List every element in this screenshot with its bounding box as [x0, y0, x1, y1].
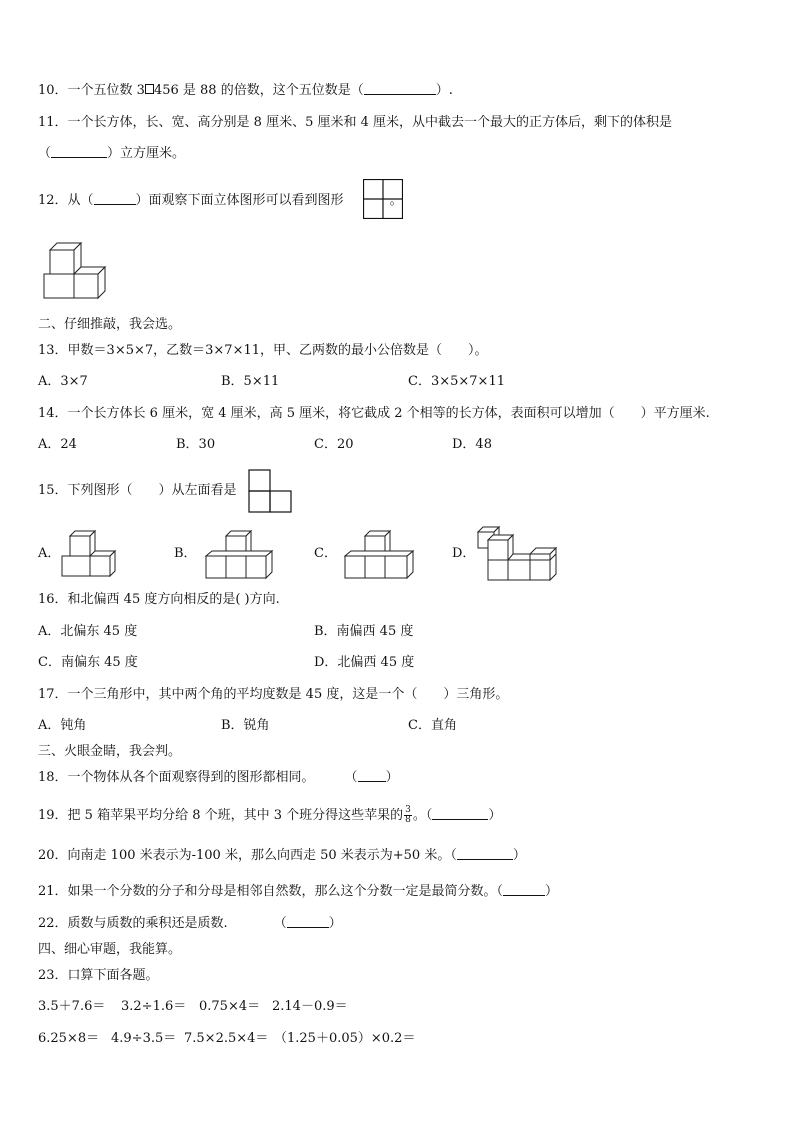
- calc-item: 0.75×4＝: [199, 999, 261, 1014]
- option-a[interactable]: A．3×7: [38, 374, 88, 389]
- option-d[interactable]: D．: [452, 546, 476, 561]
- answer-blank[interactable]: [94, 192, 136, 205]
- option-b[interactable]: B．: [174, 546, 197, 561]
- question-12: 12．从（ ）面观察下面立体图形可以看到图形 。: [38, 193, 403, 208]
- option-b[interactable]: B．5×11: [221, 374, 280, 389]
- question-18: 18．一个物体从各个面观察得到的图形都相同。 （ ）: [38, 770, 399, 785]
- question-16: 16．和北偏西 45 度方向相反的是( )方向.: [38, 592, 280, 607]
- digit-box: [145, 84, 154, 94]
- option-a[interactable]: A．钝角: [38, 718, 87, 733]
- question-17: 17．一个三角形中，其中两个角的平均度数是 45 度，这是一个（ ）三角形。: [38, 687, 509, 702]
- calc-item: （1.25＋0.05）×0.2＝: [274, 1031, 416, 1046]
- question-20: 20．向南走 100 米表示为-100 米，那么向西走 50 米表示为+50 米。（ ）: [38, 848, 526, 863]
- option-b[interactable]: B．南偏西 45 度: [314, 624, 414, 639]
- section-2-heading: 二、仔细推敲，我会选。: [38, 317, 182, 332]
- answer-blank[interactable]: [432, 807, 488, 820]
- option-c[interactable]: C．20: [314, 437, 354, 452]
- question-10: 10．一个五位数 3 456 是 88 的倍数，这个五位数是（ ）.: [38, 83, 453, 98]
- answer-blank[interactable]: [364, 82, 436, 95]
- answer-blank[interactable]: [503, 883, 545, 896]
- answer-blank[interactable]: [287, 915, 329, 928]
- answer-blank[interactable]: [51, 145, 107, 158]
- calc-item: 3.5＋7.6＝: [38, 999, 106, 1014]
- option-c-figure[interactable]: [343, 530, 415, 582]
- option-b[interactable]: B．锐角: [221, 718, 270, 733]
- question-15: 15．下列图形（ ）从左面看是: [38, 483, 237, 498]
- cube-solid-figure: [42, 240, 110, 302]
- option-c[interactable]: C．南偏东 45 度: [38, 655, 138, 670]
- section-4-heading: 四、细心审题，我能算。: [38, 942, 182, 957]
- option-d[interactable]: D．北偏西 45 度: [314, 655, 415, 670]
- option-a[interactable]: A．北偏东 45 度: [38, 624, 138, 639]
- section-3-heading: 三、火眼金睛，我会判。: [38, 744, 182, 759]
- question-11: 11．一个长方体，长、宽、高分别是 8 厘米、5 厘米和 4 厘米，从中截去一个最大的正方体后，剩下的体积是: [38, 115, 673, 130]
- option-c[interactable]: C．3×5×7×11: [408, 374, 505, 389]
- answer-blank[interactable]: [358, 769, 386, 782]
- calc-item: 7.5×2.5×4＝: [184, 1031, 269, 1046]
- question-19: 19．把 5 箱苹果平均分给 8 个班，其中 3 个班分得这些苹果的 $\frac{3}{8}$ 。（ ）: [38, 805, 502, 825]
- fraction: $\frac{3}{8}$: [405, 805, 411, 825]
- question-14: 14．一个长方体长 6 厘米，宽 4 厘米，高 5 厘米，将它截成 2 个相等的长方体，表面积可以增加（ ）平方厘米.: [38, 406, 710, 421]
- option-a[interactable]: A．: [38, 546, 61, 561]
- question-11-line2: （ ）立方厘米。: [38, 146, 186, 161]
- calc-item: 6.25×8＝: [38, 1031, 100, 1046]
- option-d-figure[interactable]: [474, 524, 570, 582]
- left-view-figure: [248, 469, 292, 513]
- question-13: 13．甲数＝3×5×7，乙数＝3×7×11，甲、乙两数的最小公倍数是（ ）。: [38, 343, 488, 358]
- question-22: 22．质数与质数的乘积还是质数. （ ）: [38, 916, 342, 931]
- option-c[interactable]: C．直角: [408, 718, 457, 733]
- question-21: 21．如果一个分数的分子和分母是相邻自然数，那么这个分数一定是最简分数。（ ）: [38, 884, 559, 899]
- answer-blank[interactable]: [457, 847, 513, 860]
- option-b-figure[interactable]: [204, 530, 274, 582]
- option-a[interactable]: A．24: [38, 437, 77, 452]
- option-d[interactable]: D．48: [452, 437, 492, 452]
- question-23: 23．口算下面各题。: [38, 968, 159, 983]
- calc-item: 4.9÷3.5＝: [111, 1031, 177, 1046]
- view-grid-figure: [363, 179, 403, 219]
- option-b[interactable]: B．30: [176, 437, 216, 452]
- calc-item: 3.2÷1.6＝: [121, 999, 187, 1014]
- option-c[interactable]: C．: [314, 546, 337, 561]
- calc-item: 2.14－0.9＝: [272, 999, 348, 1014]
- option-a-figure[interactable]: [60, 530, 120, 582]
